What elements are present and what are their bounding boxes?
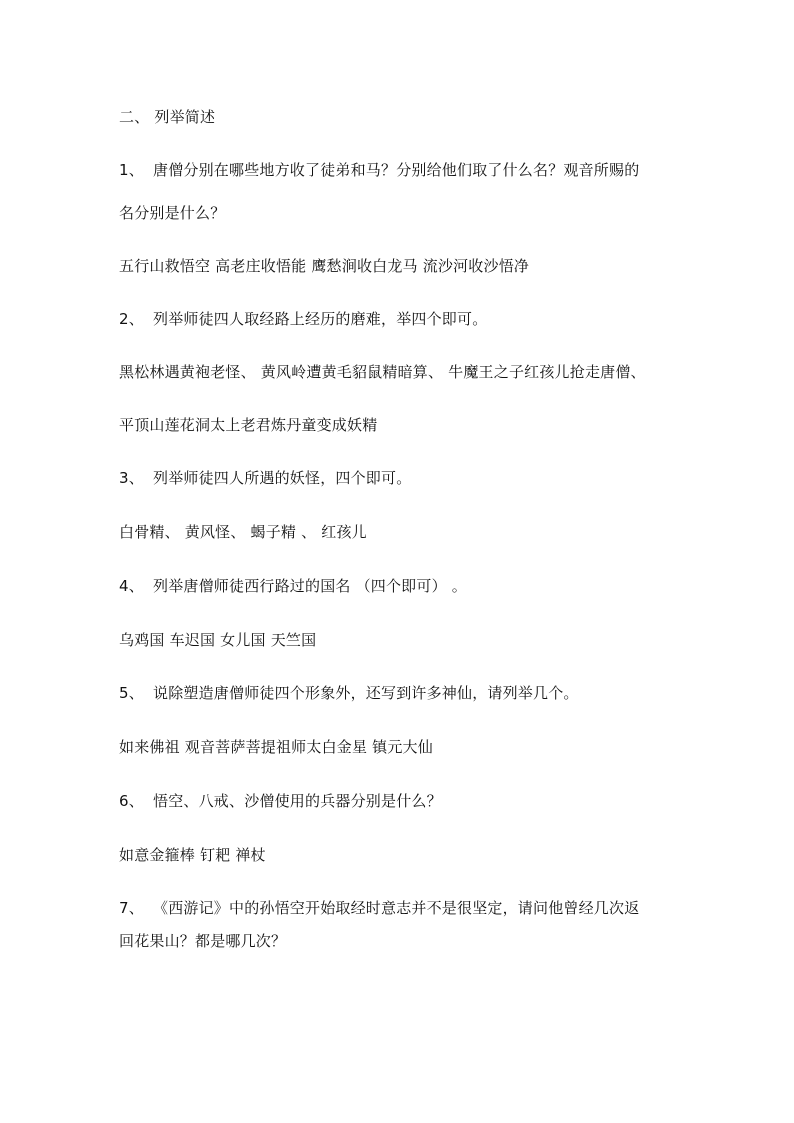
question-7-line-1: 7、 《西游记》中的孙悟空开始取经时意志并不是很坚定，请问他曾经几次返 bbox=[119, 899, 640, 917]
section-title: 二、 列举简述 bbox=[119, 108, 216, 126]
question-number: 4、 bbox=[119, 577, 144, 595]
question-5-line-1: 5、 说除塑造唐僧师徒四个形象外，还写到许多神仙，请列举几个。 bbox=[119, 684, 579, 702]
question-2-line-1: 2、 列举师徒四人取经路上经历的磨难，举四个即可。 bbox=[119, 310, 488, 328]
question-1-line-2: 名分别是什么？ bbox=[119, 204, 226, 222]
question-7-line-2: 回花果山？都是哪几次？ bbox=[119, 932, 287, 950]
question-6-line-1: 6、 悟空、八戒、沙僧使用的兵器分别是什么？ bbox=[119, 792, 442, 810]
answer-5: 如来佛祖 观音菩萨菩提祖师太白金星 镇元大仙 bbox=[119, 738, 433, 756]
question-4-line-1: 4、 列举唐僧师徒西行路过的国名 （四个即可） 。 bbox=[119, 577, 467, 595]
question-3-line-1: 3、 列举师徒四人所遇的妖怪，四个即可。 bbox=[119, 469, 412, 487]
answer-4: 乌鸡国 车迟国 女儿国 天竺国 bbox=[119, 631, 317, 649]
question-number: 2、 bbox=[119, 310, 144, 328]
answer-2-line-1: 黑松林遇黄袍老怪、 黄风岭遭黄毛貂鼠精暗算、 牛魔王之子红孩儿抢走唐僧、 bbox=[119, 363, 646, 381]
question-number: 3、 bbox=[119, 469, 144, 487]
question-number: 6、 bbox=[119, 792, 144, 810]
question-1-line-1: 1、 唐僧分别在哪些地方收了徒弟和马？分别给他们取了什么名？观音所赐的 bbox=[119, 161, 640, 179]
answer-2-line-2: 平顶山莲花洞太上老君炼丹童变成妖精 bbox=[119, 416, 378, 434]
question-number: 1、 bbox=[119, 161, 144, 179]
answer-3: 白骨精、 黄风怪、 蝎子精 、 红孩儿 bbox=[119, 523, 367, 541]
question-number: 7、 bbox=[119, 899, 144, 917]
question-number: 5、 bbox=[119, 684, 144, 702]
answer-6: 如意金箍棒 钉耙 禅杖 bbox=[119, 846, 266, 864]
answer-1: 五行山救悟空 高老庄收悟能 鹰愁涧收白龙马 流沙河收沙悟净 bbox=[119, 257, 530, 275]
